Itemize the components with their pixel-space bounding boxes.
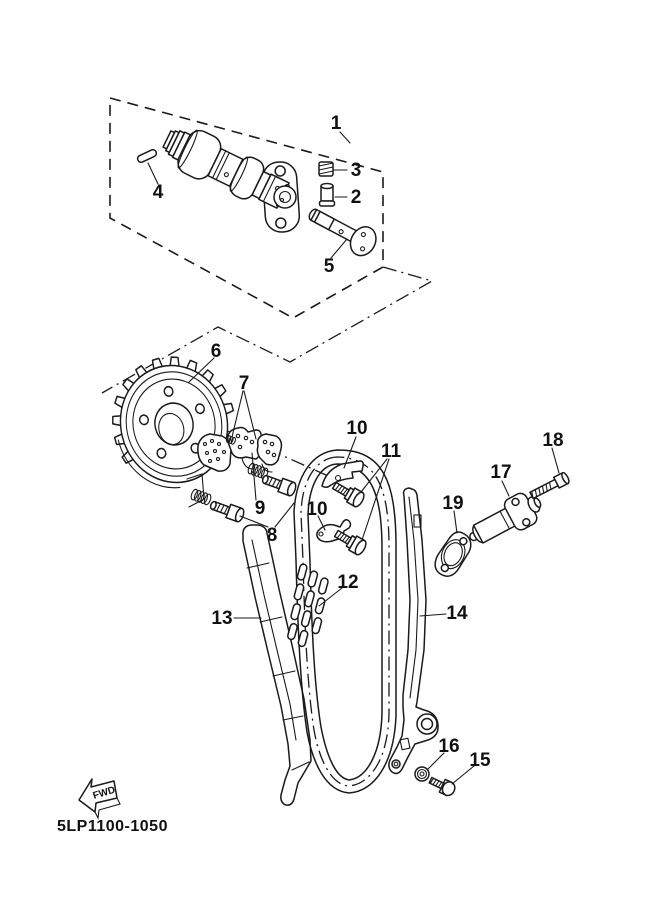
assembly-boundary-dashed-box xyxy=(110,98,383,318)
chain-links-detail xyxy=(280,563,335,649)
decomp-spring xyxy=(319,162,333,176)
damper-bolt-a xyxy=(261,472,298,497)
callout-13: 13 xyxy=(211,608,233,629)
callout-14: 14 xyxy=(446,603,468,624)
callout-4: 4 xyxy=(152,182,164,203)
callout-11: 11 xyxy=(380,441,402,462)
callout-2: 2 xyxy=(350,187,362,208)
callout-10-lower: 10 xyxy=(306,499,328,520)
callout-3: 3 xyxy=(350,160,362,181)
callout-15: 15 xyxy=(469,750,491,771)
callout-17: 17 xyxy=(490,462,512,483)
decomp-shaft xyxy=(303,200,381,260)
cam-sprocket xyxy=(99,344,249,500)
dowel-pin xyxy=(136,149,157,164)
drawing-number: 5LP1100-1050 xyxy=(57,818,168,835)
callout-12: 12 xyxy=(337,572,359,593)
callout-16: 16 xyxy=(438,736,460,757)
callout-6: 6 xyxy=(210,341,222,362)
stopper-bolt-a xyxy=(330,479,366,509)
callout-9: 9 xyxy=(254,498,266,519)
camshaft-end-face xyxy=(274,186,296,208)
callout-7: 7 xyxy=(238,373,250,394)
callout-8: 8 xyxy=(266,525,278,546)
stopper-bolt-b xyxy=(332,527,368,557)
callout-1: 1 xyxy=(330,113,342,134)
chain-stopper-upper xyxy=(322,461,363,487)
chain-damper-plates xyxy=(198,428,282,473)
tensioner-gasket xyxy=(431,527,475,581)
callout-19: 19 xyxy=(442,493,464,514)
pivot-washer xyxy=(415,767,429,781)
pivot-bolt xyxy=(428,774,457,798)
callout-5: 5 xyxy=(323,256,335,277)
decomp-pin xyxy=(320,184,335,207)
damper-bolt-b xyxy=(209,498,246,523)
tensioner-bolt xyxy=(529,472,571,501)
fwd-arrow-label: FWD xyxy=(91,784,117,802)
fwd-arrow xyxy=(79,779,120,818)
callout-10-upper: 10 xyxy=(346,418,368,439)
damper-spring-b xyxy=(190,488,212,505)
callout-18: 18 xyxy=(542,430,564,451)
